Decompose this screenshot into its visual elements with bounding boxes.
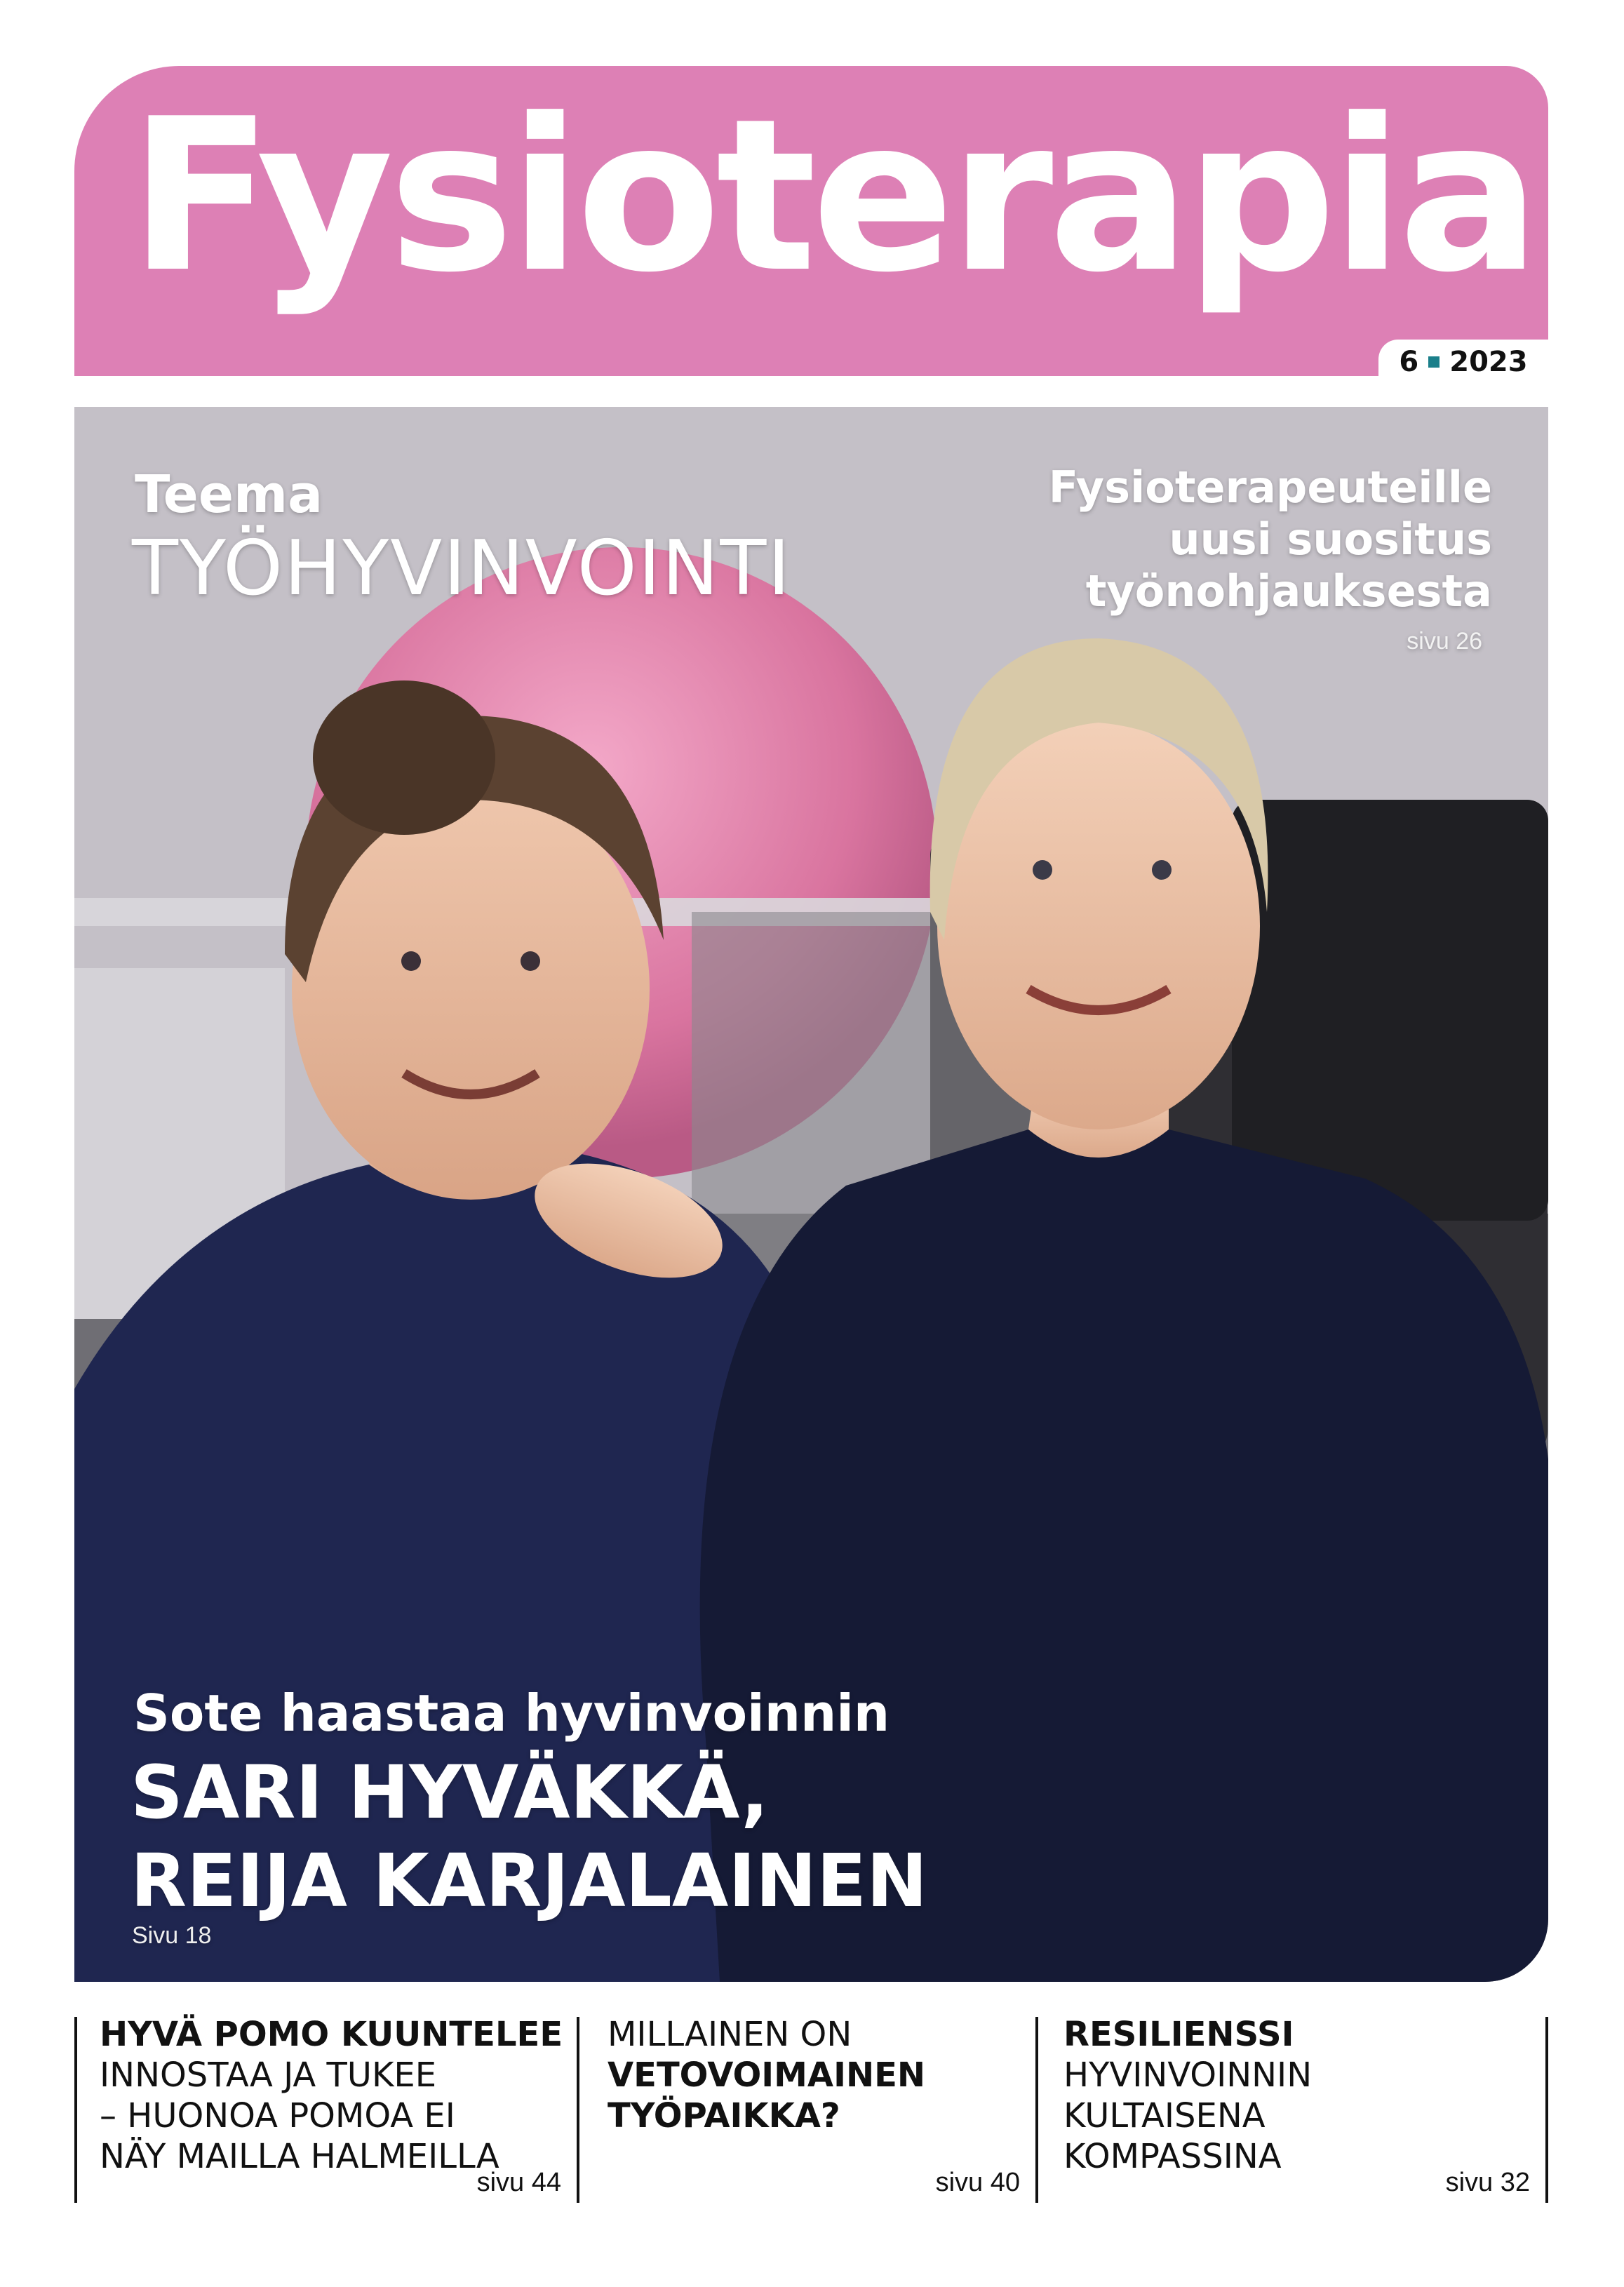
cover-photo	[74, 407, 1548, 1982]
teaser-page: sivu 40	[935, 2168, 1020, 2197]
main-story-name: SARI HYVÄKKÄ,	[130, 1750, 769, 1835]
divider	[74, 2017, 77, 2203]
magazine-title: Fysioterapia	[129, 74, 1536, 318]
issue-separator-icon	[1428, 356, 1440, 368]
teaser-resilience	[1038, 2017, 1548, 2203]
side-story-page: sivu 26	[1407, 628, 1482, 655]
teaser-line: VETOVOIMAINEN	[608, 2055, 926, 2095]
teaser-page: sivu 32	[1445, 2168, 1530, 2197]
theme-label: Teema	[135, 464, 323, 525]
masthead	[74, 66, 1548, 376]
teaser-line: HYVÄ POMO KUUNTELEE	[100, 2015, 563, 2054]
teaser-line: INNOSTAA JA TUKEE	[100, 2055, 437, 2095]
main-story-names	[130, 1748, 927, 1925]
main-story-kicker: Sote haastaa hyvinvoinnin	[133, 1684, 890, 1743]
teaser-line: HYVINVOINNIN	[1063, 2055, 1313, 2095]
divider	[1545, 2017, 1548, 2203]
issue-tab	[1378, 340, 1548, 384]
issue-number: 6	[1399, 346, 1419, 378]
teaser-page: sivu 44	[476, 2168, 561, 2197]
teaser-line: MILLAINEN ON	[608, 2015, 852, 2054]
main-story-name: REIJA KARJALAINEN	[130, 1838, 928, 1924]
teaser-line: NÄY MAILLA HALMEILLA	[100, 2137, 499, 2176]
theme-title: TYÖHYVINVOINTI	[132, 525, 792, 612]
divider	[577, 2017, 579, 2203]
teaser-good-boss	[74, 2017, 579, 2203]
teaser-line: KULTAISENA	[1063, 2096, 1266, 2135]
main-story-page: Sivu 18	[132, 1922, 212, 1949]
side-story-headline	[861, 462, 1492, 617]
teaser-line: – HUONOA POMOA EI	[100, 2096, 455, 2135]
side-story-line: työnohjauksesta	[1085, 565, 1492, 617]
teaser-line: KOMPASSINA	[1063, 2137, 1282, 2176]
teaser-line: RESILIENSSI	[1063, 2015, 1294, 2054]
cover-photo-illustration	[74, 407, 1548, 1982]
issue-year: 2023	[1449, 346, 1528, 378]
side-story-line: uusi suositus	[1169, 514, 1492, 565]
teaser-attractive-workplace	[582, 2017, 1038, 2203]
teaser-line: TYÖPAIKKA?	[608, 2096, 840, 2135]
side-story-line: Fysioterapeuteille	[1048, 462, 1492, 513]
